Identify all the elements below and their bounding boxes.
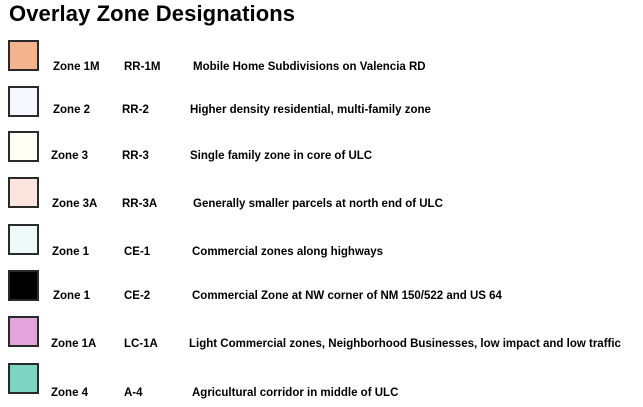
zone-code: CE-1: [124, 246, 151, 258]
zone-label: Zone 1M: [53, 61, 100, 73]
zone-label: Zone 1: [52, 246, 90, 258]
zone-row-1m: [0, 40, 643, 80]
zone-code: RR-3: [122, 150, 149, 162]
zone-code: A-4: [124, 387, 143, 399]
zone-row-4: [0, 363, 643, 403]
zone-description: Agricultural corridor in middle of ULC: [192, 387, 399, 399]
zone-code: RR-1M: [124, 61, 161, 73]
zone-label: Zone 3A: [52, 198, 98, 210]
zone-row-2: [0, 86, 643, 126]
zone-description: Light Commercial zones, Neighborhood Businesses, low impact and low traffic: [189, 338, 621, 350]
zone-description: Mobile Home Subdivisions on Valencia RD: [193, 61, 426, 73]
zone-row-1-ce1: [0, 224, 643, 264]
color-swatch: [8, 177, 39, 208]
zone-row-3a: [0, 177, 643, 217]
color-swatch: [8, 40, 39, 71]
color-swatch: [8, 316, 39, 347]
zone-label: Zone 2: [53, 104, 91, 116]
zone-description: Commercial Zone at NW corner of NM 150/522 and US 64: [192, 290, 502, 302]
zone-code: CE-2: [124, 290, 151, 302]
color-swatch: [8, 131, 39, 162]
zone-code: RR-3A: [122, 198, 158, 210]
zone-label: Zone 1A: [51, 338, 97, 350]
zone-code: RR-2: [122, 104, 149, 116]
zone-label: Zone 3: [51, 150, 89, 162]
color-swatch: [8, 363, 39, 394]
color-swatch: [8, 224, 39, 255]
color-swatch: [8, 270, 39, 301]
zone-description: Higher density residential, multi-family zone: [190, 104, 431, 116]
zone-row-1a: [0, 316, 643, 356]
zone-row-3: [0, 131, 643, 171]
zone-description: Generally smaller parcels at north end of ULC: [193, 198, 443, 210]
zone-label: Zone 1: [53, 290, 91, 302]
zone-code: LC-1A: [124, 338, 158, 350]
color-swatch: [8, 86, 39, 117]
page-title: Overlay Zone Designations: [9, 1, 296, 26]
zone-description: Single family zone in core of ULC: [190, 150, 373, 162]
zone-label: Zone 4: [51, 387, 89, 399]
zone-description: Commercial zones along highways: [192, 246, 384, 258]
zone-row-1-ce2: [0, 270, 643, 310]
